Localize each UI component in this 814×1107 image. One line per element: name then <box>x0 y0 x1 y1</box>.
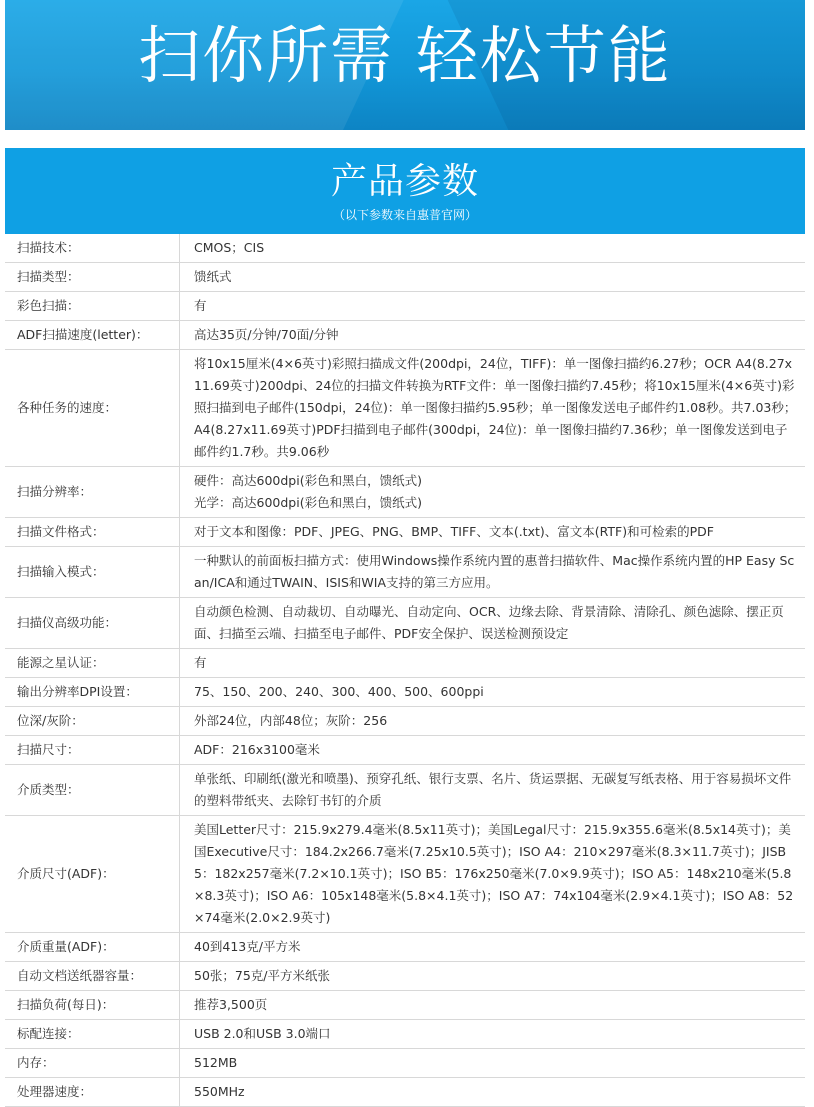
spec-value: 550MHz <box>180 1078 806 1107</box>
spec-value: 有 <box>180 292 806 321</box>
table-row <box>5 736 805 765</box>
spec-value: 75、150、200、240、300、400、500、600ppi <box>180 678 806 707</box>
spec-label: 自动文档送纸器容量： <box>5 962 180 991</box>
spec-value: 单张纸、印刷纸(激光和喷墨)、预穿孔纸、银行支票、名片、货运票据、无碳复写纸表格、用于容易损坏文件的塑料带纸夹、去除钉书钉的介质 <box>180 765 806 816</box>
section-header <box>5 148 805 234</box>
spec-label: 介质类型： <box>5 765 180 816</box>
hero-banner <box>5 0 805 130</box>
spec-label: 介质尺寸(ADF)： <box>5 816 180 933</box>
spec-label: 位深/灰阶： <box>5 707 180 736</box>
spec-label: 扫描输入模式： <box>5 547 180 598</box>
spec-value: 推荐3,500页 <box>180 991 806 1020</box>
table-row <box>5 707 805 736</box>
spec-label: 扫描负荷(每日)： <box>5 991 180 1020</box>
section-title: 产品参数 <box>330 161 479 202</box>
spec-label: 扫描仪高级功能： <box>5 598 180 649</box>
spec-label: 扫描分辨率： <box>5 467 180 518</box>
table-row <box>5 678 805 707</box>
spec-label: 扫描文件格式： <box>5 518 180 547</box>
spec-value: 有 <box>180 649 806 678</box>
spec-value: CMOS；CIS <box>180 234 806 263</box>
table-row <box>5 649 805 678</box>
spec-label: 扫描尺寸： <box>5 736 180 765</box>
table-row <box>5 991 805 1020</box>
spec-value: 高达35页/分钟/70面/分钟 <box>180 321 806 350</box>
spec-label: 扫描技术： <box>5 234 180 263</box>
spec-label: 输出分辨率DPI设置： <box>5 678 180 707</box>
table-row <box>5 263 805 292</box>
spec-value: 美国Letter尺寸：215.9x279.4毫米(8.5x11英寸)；美国Legal尺寸：215.9x355.6毫米(8.5x14英寸)；美国Executive尺寸：184.2x266.7毫米(7.25x10.5英寸)；ISO A4：210×297毫米(8.3×11.7英寸)；JISB5：182x257毫米(7.2×10.1英寸)；ISO B5：176x250毫米(7.0×9.9英寸)；ISO A5：148x210毫米(5.8×8.3英寸)；ISO A6：105x148毫米(5.8×4.1英寸)；ISO A7：74x104毫米(2.9×4.1英寸)；ISO A8：52×74毫米(2.0×2.9英寸) <box>180 816 806 933</box>
table-row <box>5 1020 805 1049</box>
table-row <box>5 962 805 991</box>
table-row <box>5 816 805 933</box>
banner-title: 扫你所需 轻松节能 <box>138 19 672 92</box>
table-row <box>5 547 805 598</box>
spec-label: 内存： <box>5 1049 180 1078</box>
spec-value: 自动颜色检测、自动裁切、自动曝光、自动定向、OCR、边缘去除、背景清除、清除孔、颜色滤除、摆正页面、扫描至云端、扫描至电子邮件、PDF安全保护、误送检测预设定 <box>180 598 806 649</box>
table-row <box>5 1049 805 1078</box>
spec-value: USB 2.0和USB 3.0端口 <box>180 1020 806 1049</box>
table-row <box>5 234 805 263</box>
spec-label: 能源之星认证： <box>5 649 180 678</box>
section-subtitle: （以下参数来自惠普官网） <box>332 208 477 222</box>
spec-table <box>5 234 805 1107</box>
spec-label: 彩色扫描： <box>5 292 180 321</box>
spec-value: 将10x15厘米(4×6英寸)彩照扫描成文件(200dpi，24位，TIFF)：单一图像扫描约6.27秒；OCR A4(8.27x11.69英寸)200dpi、24位的扫描文件转换为RTF文件：单一图像扫描约7.45秒；将10x15厘米(4×6英寸)彩照扫描到电子邮件(150dpi，24位)：单一图像扫描约5.95秒；单一图像发送电子邮件约1.08秒。共7.03秒；A4(8.27x11.69英寸)PDF扫描到电子邮件(300dpi，24位)：单一图像扫描约7.36秒；单一图像发送到电子邮件约1.7秒。共9.06秒 <box>180 350 806 467</box>
spec-value: 馈纸式 <box>180 263 806 292</box>
spec-value-line: 光学：高达600dpi(彩色和黑白，馈纸式) <box>194 495 422 510</box>
spec-value-line: 硬件：高达600dpi(彩色和黑白，馈纸式) <box>194 473 422 488</box>
spec-value: 外部24位，内部48位；灰阶：256 <box>180 707 806 736</box>
spec-label: 扫描类型： <box>5 263 180 292</box>
spec-label: 标配连接： <box>5 1020 180 1049</box>
table-row <box>5 933 805 962</box>
spec-label: 处理器速度： <box>5 1078 180 1107</box>
spec-label: 介质重量(ADF)： <box>5 933 180 962</box>
table-row <box>5 765 805 816</box>
spec-value: 40到413克/平方米 <box>180 933 806 962</box>
table-row <box>5 321 805 350</box>
table-row <box>5 1078 805 1107</box>
table-row <box>5 467 805 518</box>
spec-value: ADF：216x3100毫米 <box>180 736 806 765</box>
spec-value: 50张；75克/平方米纸张 <box>180 962 806 991</box>
table-row <box>5 350 805 467</box>
table-row <box>5 292 805 321</box>
spec-label: 各种任务的速度： <box>5 350 180 467</box>
spec-value: 对于文本和图像：PDF、JPEG、PNG、BMP、TIFF、文本(.txt)、富文本(RTF)和可检索的PDF <box>180 518 806 547</box>
table-row <box>5 598 805 649</box>
spec-label: ADF扫描速度(letter)： <box>5 321 180 350</box>
spec-value <box>180 467 806 518</box>
spec-value: 一种默认的前面板扫描方式：使用Windows操作系统内置的惠普扫描软件、Mac操作系统内置的HP Easy Scan/ICA和通过TWAIN、ISIS和WIA支持的第三方应用。 <box>180 547 806 598</box>
spec-value: 512MB <box>180 1049 806 1078</box>
table-row <box>5 518 805 547</box>
